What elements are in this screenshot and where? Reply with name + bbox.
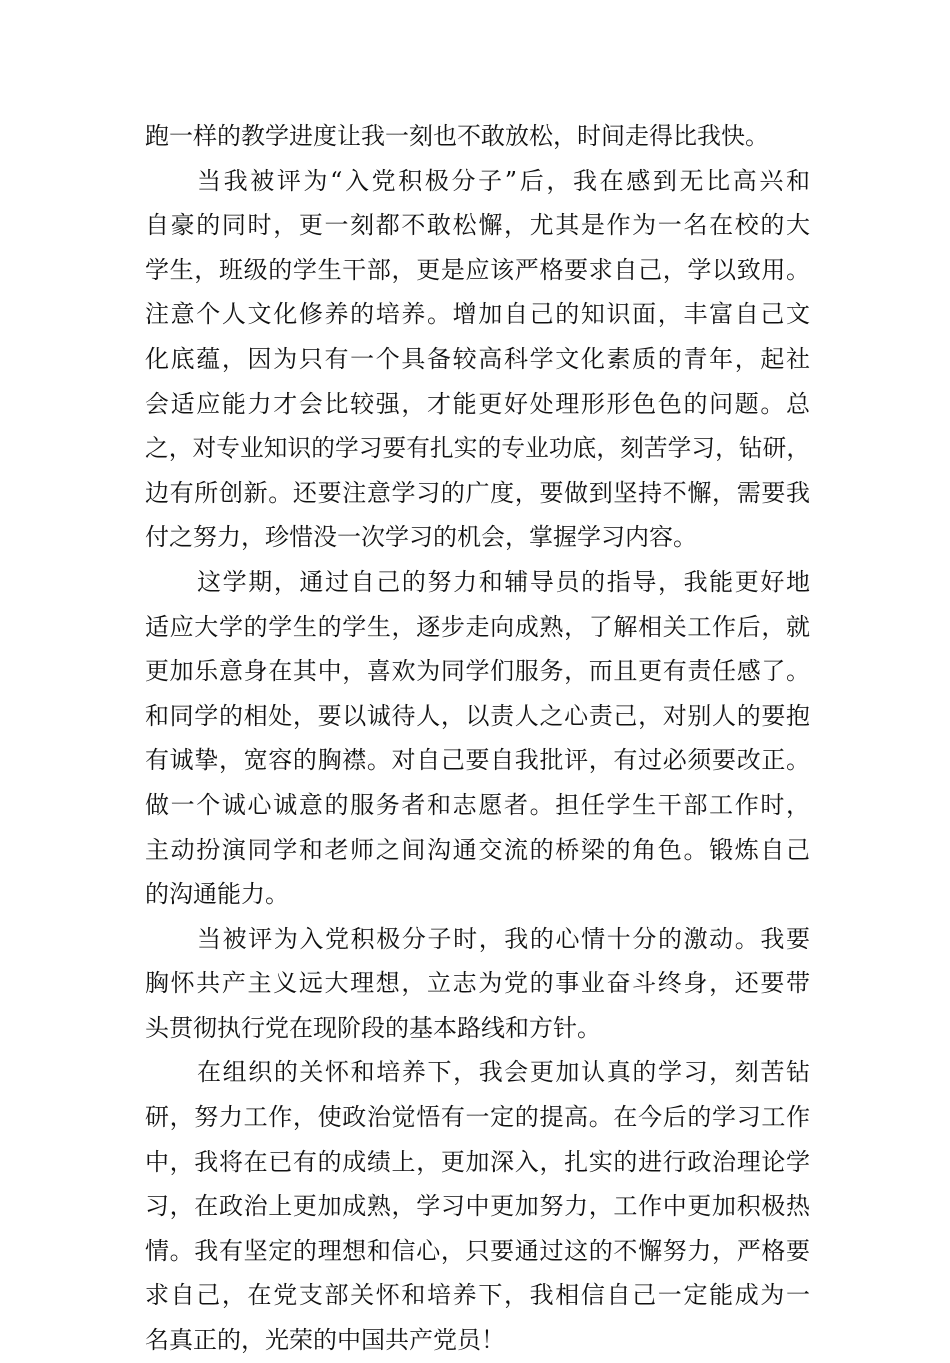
text-line: 当被评为入党积极分子时，我的心情十分的激动。我要	[197, 924, 810, 953]
text-line: 主动扮演同学和老师之间沟通交流的桥梁的角色。锻炼自己	[145, 835, 810, 864]
text-line: 注意个人文化修养的培养。增加自己的知识面，丰富自己文	[145, 300, 810, 329]
text-line: 自豪的同时，更一刻都不敢松懈，尤其是作为一名在校的大	[145, 211, 810, 240]
text-line: 边有所创新。还要注意学习的广度，要做到坚持不懈，需要我	[145, 478, 810, 507]
text-line: 中，我将在已有的成绩上，更加深入，扎实的进行政治理论学	[145, 1147, 810, 1176]
text-line: 求自己，在党支部关怀和培养下，我相信自己一定能成为一	[145, 1281, 810, 1310]
text-line: 之，对专业知识的学习要有扎实的专业功底，刻苦学习，钻研，	[145, 434, 810, 463]
text-line: 有诚挚，宽容的胸襟。对自己要自我批评，有过必须要改正。	[145, 746, 810, 775]
text-line: 会适应能力才会比较强，才能更好处理形形色色的问题。总	[145, 389, 810, 418]
text-line: 化底蕴，因为只有一个具备较高科学文化素质的青年，起社	[145, 344, 810, 373]
text-line: 的沟通能力。	[145, 880, 289, 909]
text-line: 更加乐意身在其中，喜欢为同学们服务，而且更有责任感了。	[145, 657, 810, 686]
text-line: 付之努力，珍惜没一次学习的机会，掌握学习内容。	[145, 523, 697, 552]
text-line: 这学期，通过自己的努力和辅导员的指导，我能更好地	[197, 567, 810, 596]
text-line: 学生，班级的学生干部，更是应该严格要求自己，学以致用。	[145, 255, 810, 284]
text-line: 名真正的，光荣的中国共产党员！	[145, 1326, 505, 1355]
text-line: 当我被评为“入党积极分子”后，我在感到无比高兴和	[197, 166, 810, 195]
text-line: 适应大学的学生的学生，逐步走向成熟，了解相关工作后，就	[145, 612, 810, 641]
text-line: 胸怀共产主义远大理想，立志为党的事业奋斗终身，还要带	[145, 969, 810, 998]
text-line: 习，在政治上更加成熟，学习中更加努力，工作中更加积极热	[145, 1192, 810, 1221]
text-line: 研，努力工作，使政治觉悟有一定的提高。在今后的学习工作	[145, 1103, 810, 1132]
text-line: 和同学的相处，要以诚待人，以责人之心责己，对别人的要抱	[145, 701, 810, 730]
text-line: 情。我有坚定的理想和信心，只要通过这的不懈努力，严格要	[145, 1236, 810, 1265]
text-line: 头贯彻执行党在现阶段的基本路线和方针。	[145, 1013, 601, 1042]
body-text	[145, 114, 810, 1363]
text-line: 做一个诚心诚意的服务者和志愿者。担任学生干部工作时，	[145, 790, 810, 819]
text-line: 跑一样的教学进度让我一刻也不敢放松，时间走得比我快。	[145, 122, 769, 150]
text-line: 在组织的关怀和培养下，我会更加认真的学习，刻苦钻	[197, 1058, 810, 1087]
